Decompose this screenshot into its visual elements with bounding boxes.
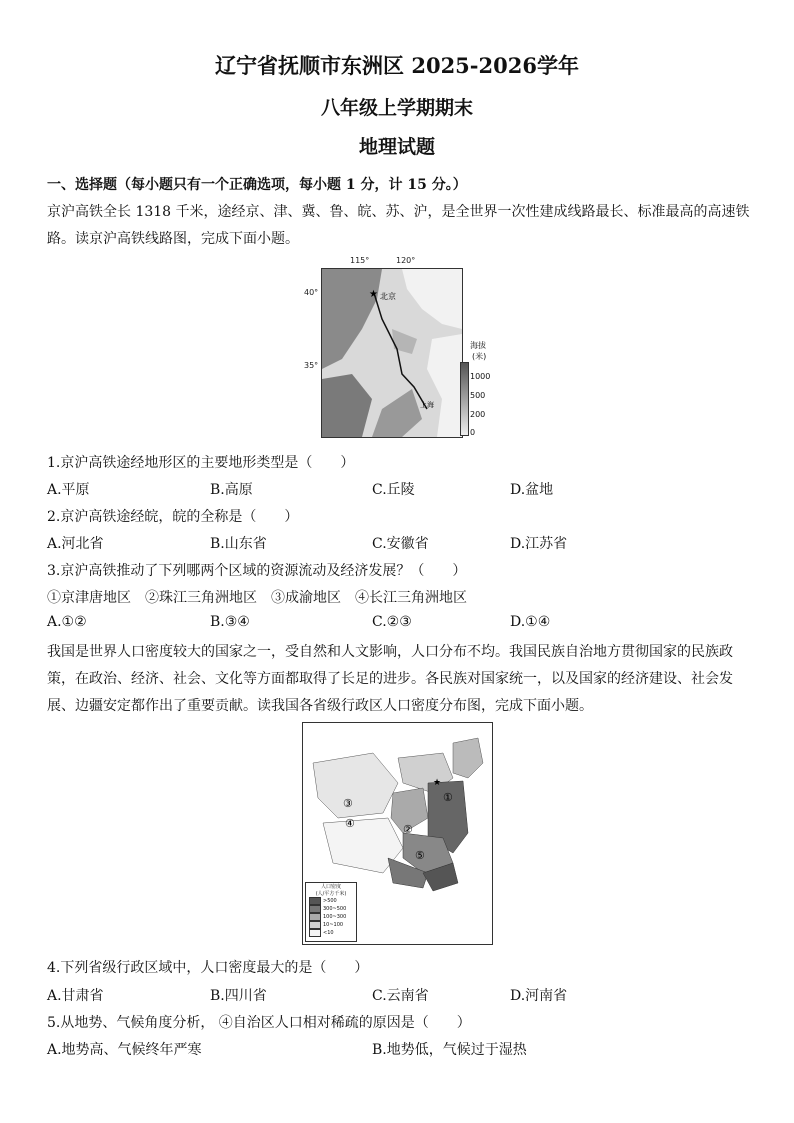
- intro-line-2: 路。读京沪高铁线路图，完成下面小题。: [47, 231, 299, 247]
- q2-option-a: A.河北省: [47, 536, 104, 552]
- lon-115-label: 115°: [350, 256, 370, 265]
- density-legend-row: [309, 921, 356, 929]
- beijing-star-icon: ★: [433, 778, 442, 788]
- legend-1000: 1000: [470, 372, 491, 381]
- elevation-legend-bar: [460, 362, 469, 436]
- density-legend-value: 100~300: [323, 914, 347, 920]
- density-legend-row: [309, 913, 356, 921]
- q4-stem: 4.下列省级行政区域中，人口密度最大的是（ ）: [47, 960, 369, 976]
- lat-40-label: 40°: [304, 288, 319, 297]
- legend-500: 500: [470, 391, 486, 400]
- shanghai-label: 上海: [420, 401, 434, 409]
- lon-120-label: 120°: [396, 256, 416, 265]
- q4-option-a: A.甘肃省: [47, 988, 104, 1004]
- q5-option-a: A.地势高、气候终年严寒: [47, 1042, 202, 1058]
- passage2-line-3: 展、边疆安定都作出了重要贡献。读我国各省级行政区人口密度分布图，完成下面小题。: [47, 698, 593, 714]
- beijing-label: 北京: [380, 292, 396, 301]
- q4-option-d: D.河南省: [510, 988, 568, 1004]
- q3-stem: 3.京沪高铁推动了下列哪两个区域的资源流动及经济发展？（ ）: [47, 563, 467, 579]
- q1-stem: 1.京沪高铁途经地形区的主要地形类型是（ ）: [47, 455, 355, 471]
- density-legend-title: 人口密度: [320, 884, 341, 890]
- paper-title-line1: 辽宁省抚顺市东洲区 2025-2026学年: [215, 53, 579, 78]
- density-legend-value: 300~500: [323, 906, 347, 912]
- q3-choices: ①京津唐地区 ②珠江三角洲地区 ③成渝地区 ④长江三角洲地区: [47, 590, 467, 606]
- map-label-1: ①: [443, 791, 453, 804]
- map-label-5: ⑤: [415, 849, 425, 862]
- q1-option-a: A.平原: [47, 482, 90, 498]
- lat-35-label: 35°: [304, 361, 319, 370]
- q3-option-d: D.①④: [510, 614, 551, 630]
- density-legend-value: 10~100: [323, 922, 344, 928]
- q3-option-a: A.①②: [47, 614, 87, 630]
- q4-option-b: B.四川省: [210, 988, 267, 1004]
- map-label-3: ③: [343, 797, 353, 810]
- q2-option-c: C.安徽省: [372, 536, 429, 552]
- q3-option-b: B.③④: [210, 614, 250, 630]
- population-density-map: [302, 722, 493, 945]
- q5-stem: 5.从地势、气候角度分析， ④自治区人口相对稀疏的原因是（ ）: [47, 1015, 471, 1031]
- elevation-legend-unit: (米): [472, 352, 487, 361]
- q1-option-b: B.高原: [210, 482, 253, 498]
- q1-option-d: D.盆地: [510, 482, 554, 498]
- legend-0: 0: [470, 428, 476, 437]
- density-legend-value: <10: [323, 930, 334, 936]
- legend-200: 200: [470, 410, 486, 419]
- q2-stem: 2.京沪高铁途经皖，皖的全称是（ ）: [47, 509, 299, 525]
- paper-title-line3: 地理试题: [358, 136, 435, 158]
- density-legend-unit: (人/平方千米): [315, 891, 347, 897]
- density-legend-value: >500: [323, 898, 337, 904]
- passage2-line-2: 策，在政治、经济、社会、文化等方面都取得了长足的进步。各民族对国家统一，以及国家的经济建设、社会发: [47, 671, 733, 687]
- hsr-map-graphic: [322, 269, 462, 437]
- q2-option-d: D.江苏省: [510, 536, 568, 552]
- q2-option-b: B.山东省: [210, 536, 267, 552]
- beijing-star-icon: ★: [369, 289, 378, 300]
- density-legend-row: [309, 905, 356, 913]
- density-legend-row: [309, 897, 356, 905]
- intro-line-1: 京沪高铁全长 1318 千米，途经京、津、冀、鲁、皖、苏、沪，是全世界一次性建成线路最长、标准最高的高速铁: [47, 204, 750, 220]
- hsr-route-map: [321, 268, 463, 438]
- q5-option-b: B.地势低，气候过于湿热: [372, 1042, 527, 1058]
- passage2-line-1: 我国是世界人口密度较大的国家之一，受自然和人文影响，人口分布不均。我国民族自治地方贯彻国家的民族政: [47, 644, 733, 660]
- map-label-4: ④: [345, 817, 355, 830]
- density-legend: [305, 882, 357, 942]
- elevation-legend-title: 海拔: [470, 341, 486, 350]
- density-legend-row: [309, 929, 356, 937]
- q1-option-c: C.丘陵: [372, 482, 415, 498]
- map-label-2: ②: [403, 823, 413, 836]
- section-heading: 一、选择题（每小题只有一个正确选项，每小题 1 分，计 15 分。）: [47, 177, 467, 193]
- q4-option-c: C.云南省: [372, 988, 429, 1004]
- q3-option-c: C.②③: [372, 614, 412, 630]
- paper-title-line2: 八年级上学期期末: [320, 97, 473, 119]
